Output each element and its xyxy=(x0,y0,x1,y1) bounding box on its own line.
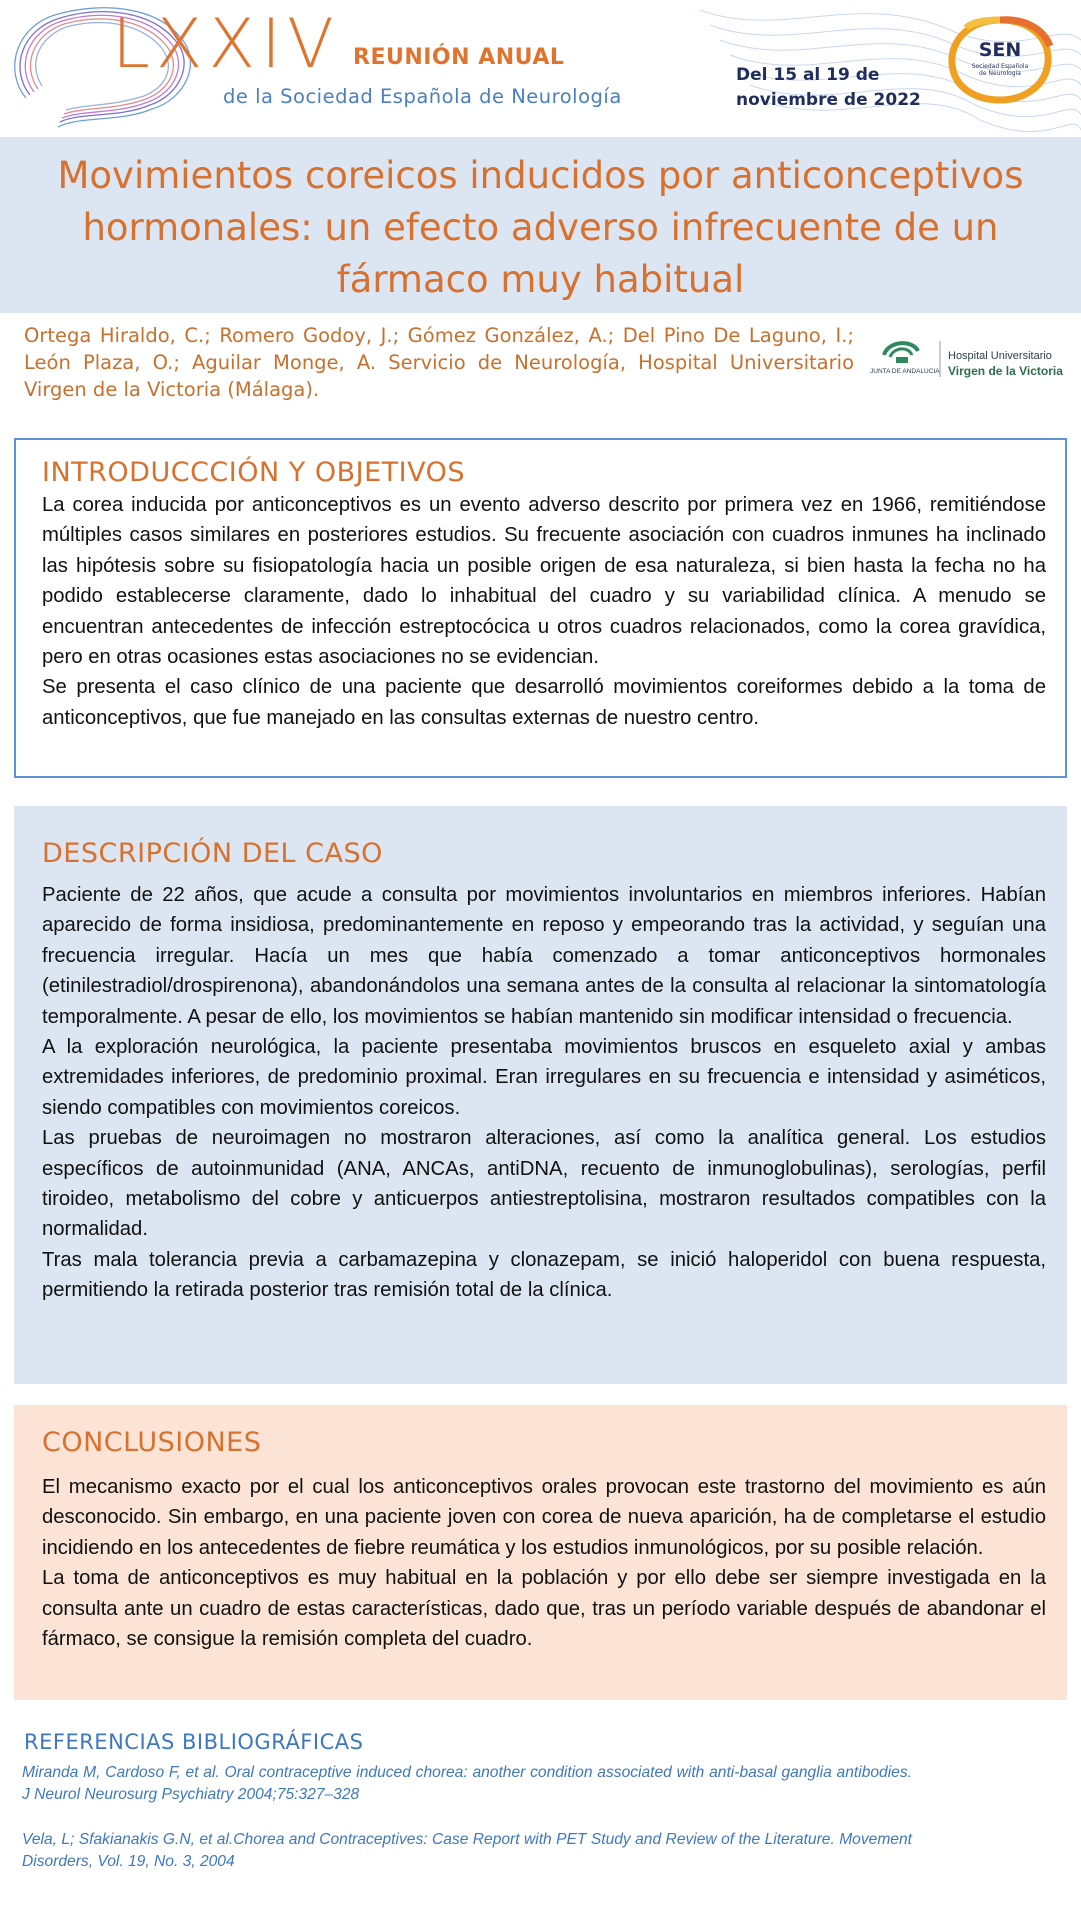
intro-paragraph: Se presenta el caso clínico de una paciente que desarrolló movimientos coreiformes debido a la toma de anticonceptivos, que fue manejado en las consultas externas de nuestro centro. xyxy=(42,676,1046,729)
intro-paragraph: La corea inducida por anticonceptivos es un evento adverso descrito por primera vez en 1966, remitiéndose múltiples casos similares en posteriores estudios. Su frecuente asociación con cuadros inmunes ha inclinado las hipótesis sobre su fisiopatología hacia un posible origen de esa naturaleza, si bien hasta la fecha no ha podido establecerse claramente, dado lo inhabitual del cuadro y su variabilidad clínica. A menudo se encuentran antecedentes de infección estreptocócica u otros cuadros relacionados, como la corea gravídica, pero en otras ocasiones estas asociaciones no se evidencian. xyxy=(42,494,1046,669)
event-date-line1: Del 15 al 19 de xyxy=(736,65,880,85)
sen-logo-line1: Sociedad Española xyxy=(971,63,1029,70)
poster-header xyxy=(0,0,1081,137)
conclusions-paragraph: La toma de anticonceptivos es muy habitual en la población y por ello debe ser siempre investigada en la consulta ante un cuadro de estas características, dado que, tras un período variable después de abandonar el fármaco, se consigue la remisión completa del cuadro. xyxy=(42,1567,1046,1651)
sen-logo xyxy=(946,16,1054,104)
case-body xyxy=(42,880,1046,1306)
event-date-line2: noviembre de 2022 xyxy=(736,90,921,110)
references-heading: REFERENCIAS BIBLIOGRÁFICAS xyxy=(24,1730,364,1754)
intro-heading: INTRODUCCCIÓN Y OBJETIVOS xyxy=(42,457,465,488)
hospital-logo-line1: Hospital Universitario xyxy=(948,350,1052,362)
case-paragraph: Paciente de 22 años, que acude a consulta por movimientos involuntarios en miembros inferiores. Habían aparecido de forma insidiosa, predominantemente en reposo y empeorando tras la actividad, y seguían una frecuencia irregular. Hacía un mes que había comenzado a tomar anticonceptivos hormonales (etinilestradiol/drospirenona), abandonándolos una semana antes de la consulta al relacionar la sintomatología temporalmente. A pesar de ello, los movimientos se habían mantenido sin modificar intensidad o frecuencia. xyxy=(42,884,1046,1028)
sen-logo-abbr: SEN xyxy=(978,39,1022,61)
edition-numeral: LXXIV xyxy=(112,5,340,84)
event-name: REUNIÓN ANUAL xyxy=(353,45,565,70)
authors-affiliation: Ortega Hiraldo, C.; Romero Godoy, J.; Gómez González, A.; Del Pino De Laguno, I.; León Plaza, O.; Aguilar Monge, A. Servicio de Neurología, Hospital Universitario Virgen de la Victoria (Málaga). xyxy=(24,324,854,401)
hospital-logo-line2: Virgen de la Victoria xyxy=(948,364,1063,378)
conclusions-body xyxy=(42,1472,1046,1654)
sen-logo-line2: de Neurología xyxy=(979,70,1021,77)
conclusions-heading: CONCLUSIONES xyxy=(42,1427,262,1458)
reference-item: Vela, L; Sfakianakis G.N, et al.Chorea and Contraceptives: Case Report with PET Study and Review of the Literature. Movement Disorders, Vol. 19, No. 3, 2004 xyxy=(22,1831,912,1870)
conclusions-paragraph: El mecanismo exacto por el cual los anticonceptivos orales provocan este trastorno del movimiento es aún desconocido. Sin embargo, en una paciente joven con corea de nueva aparición, ha de completarse el estudio incidiendo en los antecedentes de fiebre reumática y los estudios inmunológicos, por su posible relación. xyxy=(42,1476,1046,1559)
case-heading: DESCRIPCIÓN DEL CASO xyxy=(42,838,383,869)
junta-andalucia-label: JUNTA DE ANDALUCIA xyxy=(870,368,940,375)
case-paragraph: Tras mala tolerancia previa a carbamazepina y clonazepam, se inició haloperidol con buena respuesta, permitiendo la retirada posterior tras remisión total de la clínica. xyxy=(42,1248,1046,1302)
case-paragraph: A la exploración neurológica, la paciente presentaba movimientos bruscos en esqueleto axial y ambas extremidades inferiores, de predominio proximal. Eran irregulares en su frecuencia e intensidad y asiméticos, siendo compatibles con movimientos coreicos. xyxy=(42,1036,1046,1119)
poster-title: Movimientos coreicos inducidos por anticonceptivos hormonales: un efecto adverso infrecuente de un fármaco muy habitual xyxy=(57,154,1024,301)
reference-item: Miranda M, Cardoso F, et al. Oral contraceptive induced chorea: another condition associated with anti-basal ganglia antibodies. J Neurol Neurosurg Psychiatry 2004;75:327–328 xyxy=(22,1764,912,1803)
case-paragraph: Las pruebas de neuroimagen no mostraron alteraciones, así como la analítica general. Los estudios específicos de autoinmunidad (ANA, ANCAs, antiDNA, recuento de inmunoglobulinas), serologías, perfil tiroideo, metabolismo del cobre y anticuerpos antiestreptolisina, mostraron resultados compatibles con la normalidad. xyxy=(42,1127,1046,1241)
intro-body xyxy=(42,490,1046,733)
society-name: de la Sociedad Española de Neurología xyxy=(223,85,622,108)
